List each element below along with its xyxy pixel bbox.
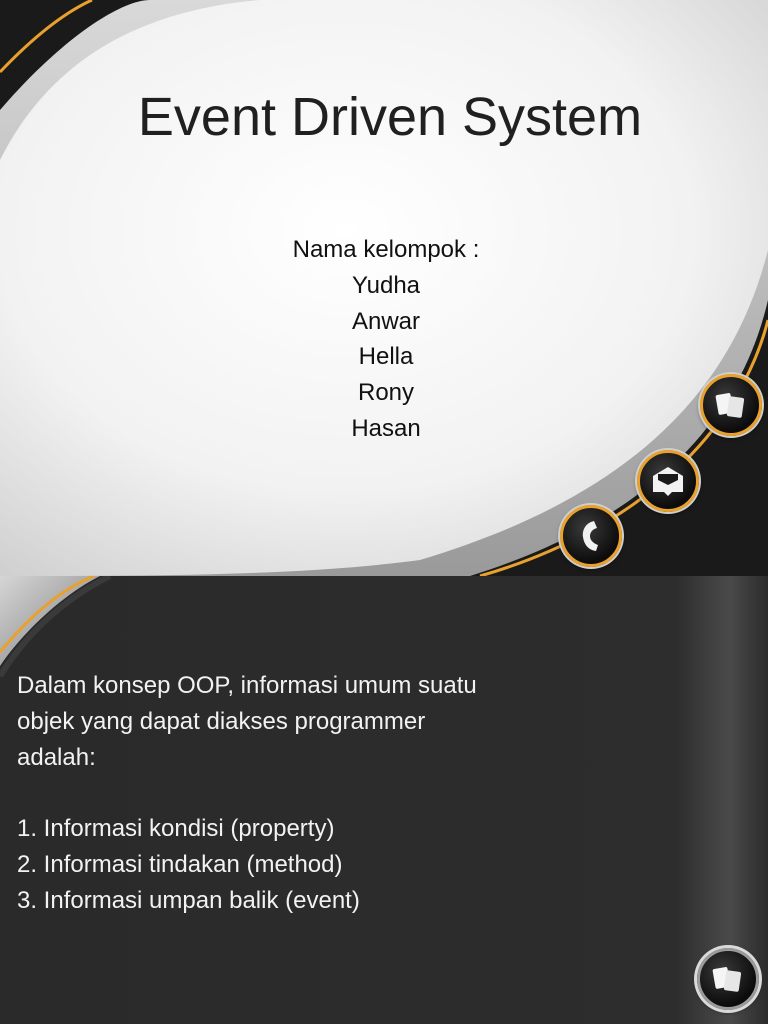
slide-2-body (17, 668, 537, 919)
list-item: 3. Informasi umpan balik (event) (17, 886, 360, 914)
intro-line: adalah: (17, 743, 96, 771)
list-item: 2. Informasi tindakan (method) (17, 850, 343, 878)
list-item: 1. Informasi kondisi (property) (17, 815, 335, 843)
member-name: Rony (357, 379, 415, 407)
member-name: Anwar (351, 307, 421, 335)
intro-paragraph (17, 668, 537, 775)
document-icon (714, 388, 748, 422)
document-button[interactable] (700, 374, 762, 436)
group-label: Nama kelompok : (292, 236, 480, 263)
phone-icon (577, 519, 605, 553)
slide-title: Event Driven System (137, 87, 643, 147)
group-members (0, 232, 768, 447)
mail-icon (650, 466, 686, 496)
spacer (17, 775, 537, 811)
intro-line: objek yang dapat diakses programmer (17, 707, 426, 735)
intro-line: Dalam konsep OOP, informasi umum suatu (17, 672, 477, 699)
member-name: Yudha (351, 271, 421, 299)
phone-button[interactable] (560, 505, 622, 567)
member-name: Hasan (351, 414, 421, 442)
mail-button[interactable] (637, 450, 699, 512)
member-name: Hella (358, 343, 414, 371)
info-list (17, 811, 537, 918)
document-button[interactable] (697, 948, 759, 1010)
document-icon (711, 962, 745, 996)
